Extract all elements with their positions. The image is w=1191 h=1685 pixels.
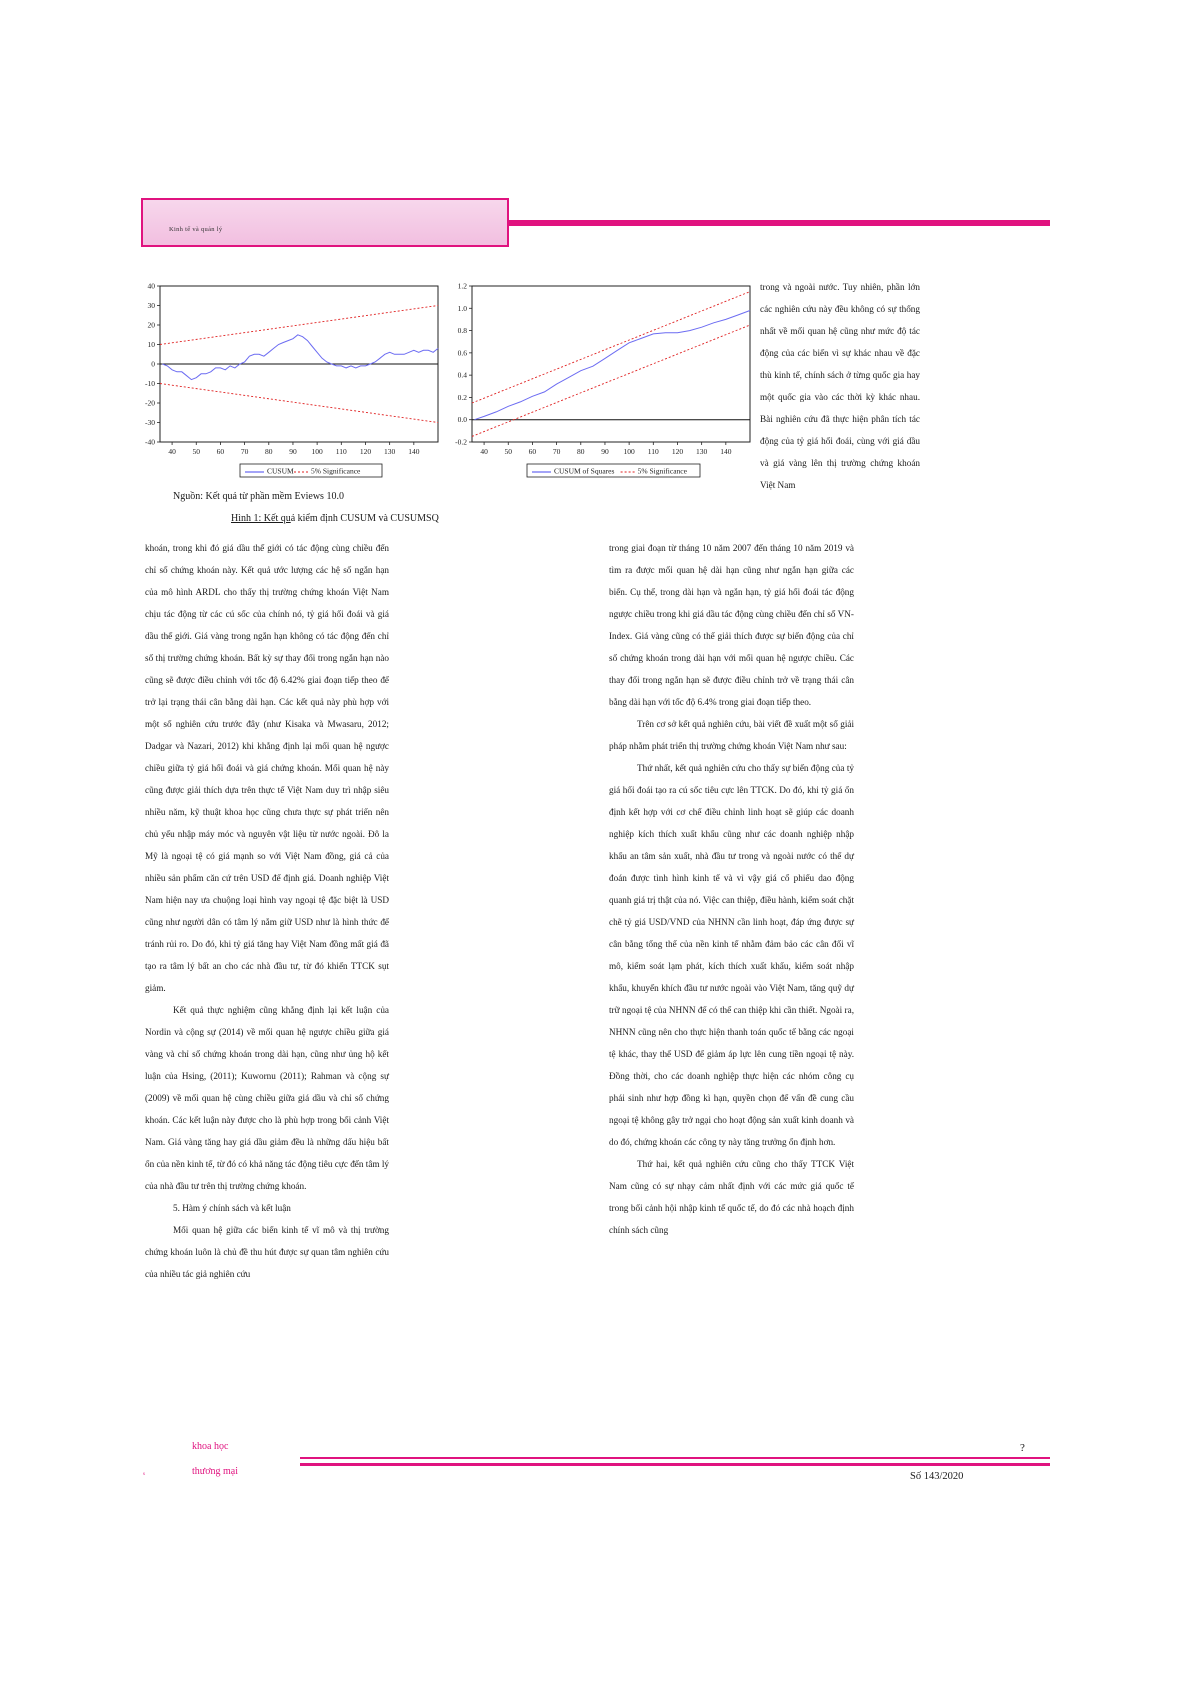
x-tick-label: 40 <box>168 447 176 456</box>
x-tick-label: 110 <box>647 447 659 456</box>
series-line <box>474 311 750 420</box>
right-top-column <box>760 276 920 496</box>
y-tick-label: -30 <box>145 418 155 427</box>
header-banner <box>141 198 509 247</box>
legend-label: 5% Significance <box>637 466 687 476</box>
cusumsq-chart <box>444 280 754 480</box>
figure-label: Hình 1: Kết qu <box>231 513 291 524</box>
paragraph: Trên cơ sở kết quả nghiên cứu, bài viết đề xuất một số giải pháp nhằm phát triển thị trường chứng khoán Việt Nam như sau: <box>609 719 854 751</box>
y-tick-label: 0.2 <box>457 392 467 402</box>
y-tick-label: 40 <box>147 281 155 291</box>
y-tick-label: 0.8 <box>457 326 467 336</box>
y-tick-label: 10 <box>147 340 155 349</box>
y-tick-label: 0.0 <box>457 415 467 425</box>
significance-band-line <box>472 292 750 403</box>
paragraph: Kết quả thực nghiệm cũng khẳng định lại kết luận của Nordin và cộng sự (2014) về mối quan hệ ngược chiều giữa giá vàng và chỉ số chứng khoán trong dài hạn, cũng như ủng hộ kết luận của Hsing, (2011); Kuwornu (2011); Rahman và cộng sự (2009) về mối quan hệ cùng chiều giữa giá dầu và chỉ số chứng khoán. Các kết luận này được cho là phù hợp trong bối cảnh Việt Nam. Giá vàng tăng hay giá dầu giảm đều là những dấu hiệu bất ổn của nền kinh tế, từ đó có khả năng tác động tiêu cực đến tâm lý của nhà đầu tư trên thị trường chứng khoán. <box>145 1005 389 1191</box>
x-tick-label: 140 <box>408 447 420 456</box>
x-tick-label: 110 <box>335 447 347 456</box>
y-tick-label: 1.2 <box>457 281 467 291</box>
x-tick-label: 120 <box>359 447 372 456</box>
section-heading: 5. Hàm ý chính sách và kết luận <box>173 1203 291 1213</box>
x-tick-label: 120 <box>671 447 684 456</box>
x-tick-label: 80 <box>577 447 585 456</box>
paragraph: Thứ nhất, kết quả nghiên cứu cho thấy sự biến động của tỷ giá hối đoái tạo ra cú sốc tiêu cực lên TTCK. Do đó, khi tỷ giá ổn định kết hợp với cơ chế điều chỉnh linh hoạt sẽ giúp các doanh nghiệp kích thích xuất khẩu cũng như các doanh nghiệp nhập khẩu an tâm sản xuất, nhà đầu tư trong và ngoài nước có thể dự đoán được tình hình kinh tế và vì vậy giá cổ phiếu dao động quanh giá trị thật của nó. Việc can thiệp, điều hành, kiểm soát chặt chẽ tỷ giá USD/VND của NHNN cần linh hoạt, đáp ứng được sự cân bằng tổng thể của nền kinh tế nhằm đảm bảo các cân đối vĩ mô, kiểm soát lạm phát, kích thích xuất khẩu, kiểm soát nhập khẩu, khuyến khích đầu tư nước ngoài vào Việt Nam, tăng quỹ dự trữ ngoại tệ của NHNN để có thể can thiệp khi cần thiết. Ngoài ra, NHNN cũng nên cho thực hiện thanh toán quốc tế bằng các ngoại tệ khác, thay thế USD để giảm áp lực lên cung tiền ngoại tệ này. Đồng thời, cho các doanh nghiệp thực hiện các nhóm công cụ phái sinh như hợp đồng kì hạn, quyền chọn để vấn đề cung cầu ngoại tệ không gây trở ngại cho hoạt động sản xuất kinh doanh và do đó, chứng khoán các công ty này tăng trưởng ổn định hơn. <box>609 763 854 1147</box>
cusum-chart <box>140 280 440 480</box>
header-rule <box>509 220 1050 226</box>
paragraph: trong giai đoạn từ tháng 10 năm 2007 đến tháng 10 năm 2019 và tìm ra được mối quan hệ dài hạn cũng như ngắn hạn giữa các biến. Cụ thể, trong dài hạn và ngắn hạn, tỷ giá hối đoái tác động ngược chiều trong khi giá dầu tác động cùng chiều đến chỉ số VN-Index. Giá vàng cũng có thể giải thích được sự biến động của chỉ số chứng khoán trong dài hạn với mối quan hệ ngược chiều. Các thay đổi trong ngắn hạn sẽ được điều chỉnh trở về trạng thái cân bằng dài hạn với tốc độ 6.4% trong giai đoạn tiếp theo. <box>609 543 854 707</box>
y-tick-label: -10 <box>145 379 155 388</box>
y-tick-label: 0.6 <box>457 348 467 358</box>
x-tick-label: 130 <box>384 447 396 456</box>
x-tick-label: 80 <box>265 447 273 456</box>
footer-rule <box>300 1463 1050 1466</box>
y-tick-label: -20 <box>145 398 155 408</box>
footer-mark: s <box>143 1472 145 1477</box>
legend-label: CUSUM <box>267 466 294 476</box>
x-tick-label: 100 <box>311 447 323 456</box>
x-tick-label: 50 <box>504 447 513 456</box>
x-tick-label: 100 <box>623 447 635 456</box>
y-tick-label: -40 <box>145 437 155 447</box>
paragraph: Thứ hai, kết quả nghiên cứu cũng cho thấy TTCK Việt Nam cũng có sự nhạy cảm nhất định với các mức giá quốc tế trong bối cảnh hội nhập kinh tế quốc tế, do đó các nhà hoạch định chính sách cũng <box>609 1159 854 1235</box>
page-number: ? <box>1020 1442 1025 1454</box>
figure-title: ả kiểm định CUSUM và CUSUMSQ <box>290 513 439 524</box>
y-tick-label: 30 <box>147 301 155 310</box>
paragraph: Mối quan hệ giữa các biến kinh tế vĩ mô và thị trường chứng khoán luôn là chủ đề thu hút được sự quan tâm nghiên cứu của nhiều tác giả nghiên cứu <box>145 1225 389 1279</box>
section-label: Kinh tế và quản lý <box>169 226 223 233</box>
x-tick-label: 90 <box>601 447 609 456</box>
significance-band-line <box>160 306 438 345</box>
x-tick-label: 50 <box>192 447 201 456</box>
x-tick-label: 40 <box>480 447 488 456</box>
footer-rule <box>300 1457 1050 1459</box>
x-tick-label: 140 <box>720 447 732 456</box>
x-tick-label: 70 <box>240 447 249 456</box>
issue-number: Số 143/2020 <box>910 1471 964 1482</box>
footer-logo-line1: khoa học <box>192 1441 229 1452</box>
x-tick-label: 70 <box>552 447 561 456</box>
left-column <box>145 537 389 1285</box>
paragraph: khoán, trong khi đó giá dầu thế giới có tác động cùng chiều đến chỉ số chứng khoán này. Kết quả ước lượng các hệ số ngắn hạn của mô hình ARDL cho thấy thị trường chứng khoán Việt Nam chịu tác động từ các cú sốc của chính nó, tỷ giá hối đoái và giá dầu thế giới. Giá vàng trong ngắn hạn không có tác động đến chỉ số thị trường chứng khoán. Bất kỳ sự thay đổi trong ngắn hạn nào cũng sẽ được điều chỉnh với tốc độ 6.42% giai đoạn tiếp theo để trở lại trạng thái cân bằng dài hạn. Các kết quả này phù hợp với một số nghiên cứu trước đây (như Kisaka và Mwasaru, 2012; Dadgar và Nazari, 2012) khi khẳng định lại mối quan hệ ngược chiều giữa tỷ giá hối đoái và giá chứng khoán. Mối quan hệ này cũng được giải thích dựa trên thực tế Việt Nam duy trì nhập siêu nhiều năm, kỹ thuật khoa học cũng chưa thực sự phát triển nên chủ yếu nhập máy móc và nguyên vật liệu từ nước ngoài. Đô la Mỹ là ngoại tệ có giá mạnh so với Việt Nam đồng, giá cả của nhiều sản phẩm căn cứ trên USD để định giá. Doanh nghiệp Việt Nam hiện nay ưa chuộng loại hình vay ngoại tệ đặc biệt là USD cũng như người dân có tâm lý nắm giữ USD như là hình thức để tránh rủi ro. Do đó, khi tỷ giá tăng hay Việt Nam đồng mất giá đã tạo ra tâm lý bất an cho các nhà đầu tư, từ đó khiến TTCK sụt giảm. <box>145 543 389 993</box>
y-tick-label: 0 <box>151 359 155 369</box>
figure-caption <box>231 513 439 524</box>
x-tick-label: 90 <box>289 447 297 456</box>
x-tick-label: 60 <box>528 447 537 456</box>
right-column <box>609 537 854 1241</box>
significance-band-line <box>160 384 438 423</box>
series-line <box>162 335 438 380</box>
paragraph: trong và ngoài nước. Tuy nhiên, phần lớn các nghiên cứu này đều không có sự thống nhất về mối quan hệ cũng như mức độ tác động của các biến vì sự khác nhau về đặc thù kinh tế, chính sách ở từng quốc gia hay một quốc gia vào các thời kỳ khác nhau. Bài nghiên cứu đã thực hiện phân tích tác động của tỷ giá hối đoái, cùng với giá dầu và giá vàng lên thị trường chứng khoán Việt Nam <box>760 282 920 490</box>
y-tick-label: 1.0 <box>457 303 467 313</box>
legend-label: CUSUM of Squares <box>554 466 615 476</box>
legend-label: 5% Significance <box>311 466 361 476</box>
footer-logo-line2: thương mại <box>192 1466 238 1477</box>
y-tick-label: 20 <box>147 320 155 330</box>
x-tick-label: 60 <box>216 447 225 456</box>
y-tick-label: 0.4 <box>457 370 467 380</box>
y-tick-label: -0.2 <box>455 437 467 447</box>
figure-source: Nguồn: Kết quả từ phần mềm Eviews 10.0 <box>173 491 344 502</box>
plot-frame <box>472 286 750 442</box>
x-tick-label: 130 <box>696 447 708 456</box>
